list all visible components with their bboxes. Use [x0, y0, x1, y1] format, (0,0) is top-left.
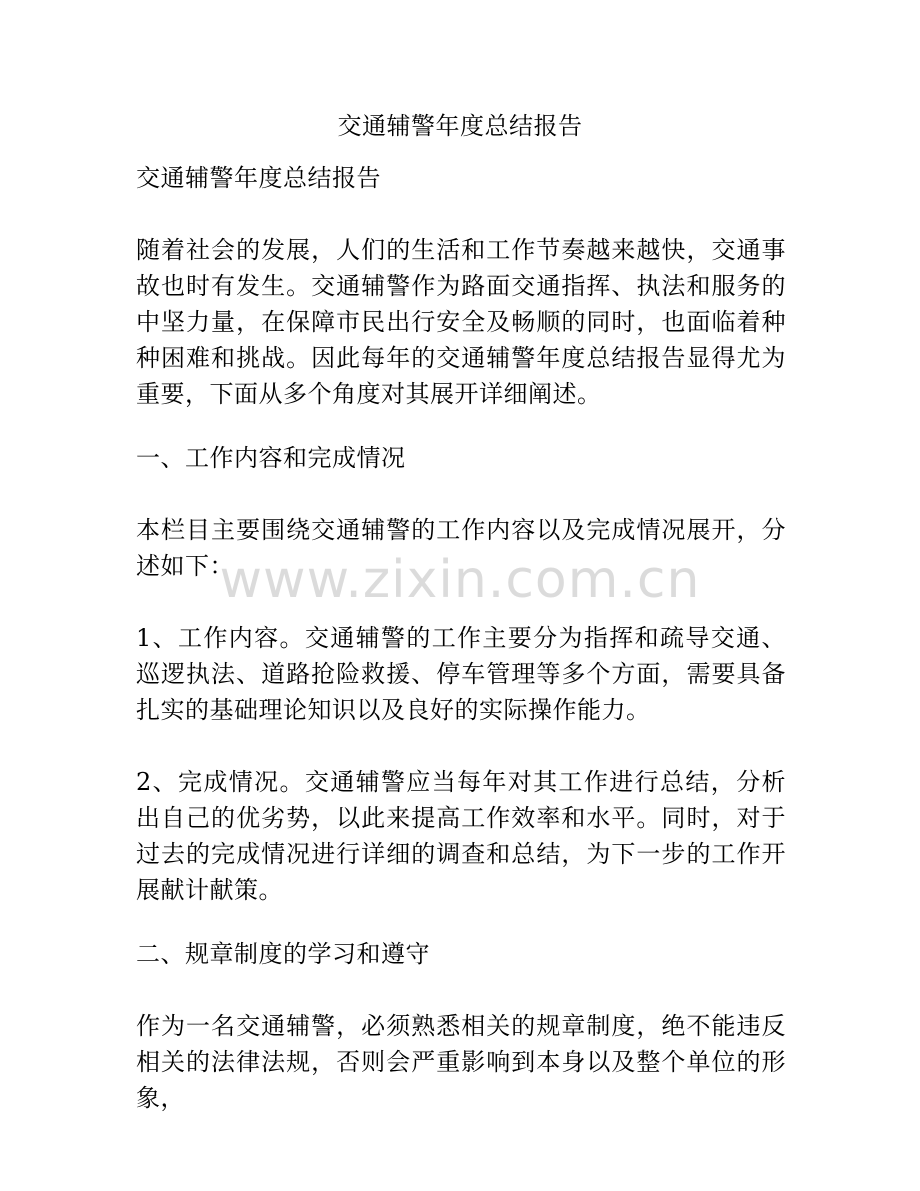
section-2-paragraph: 作为一名交通辅警，必须熟悉相关的规章制度，绝不能违反相关的法律法规，否则会严重影响到本身以及整个单位的形象， — [136, 1012, 786, 1112]
intro-paragraph: 随着社会的发展，人们的生活和工作节奏越来越快，交通事故也时有发生。交通辅警作为路面交通指挥、执法和服务的中坚力量，在保障市民出行安全及畅顺的同时，也面临着种种困难和挑战。因此每年的交通辅警年度总结报告显得尤为重要，下面从多个角度对其展开详细阐述。 — [136, 236, 786, 408]
section-1-item-1: 1、工作内容。交通辅警的工作主要分为指挥和疏导交通、巡逻执法、道路抢险救援、停车管理等多个方面，需要具备扎实的基础理论知识以及良好的实际操作能力。 — [136, 624, 786, 724]
section-1-item-2: 2、完成情况。交通辅警应当每年对其工作进行总结，分析出自己的优劣势，以此来提高工作效率和水平。同时，对于过去的完成情况进行详细的调查和总结，为下一步的工作开展献计献策。 — [136, 768, 786, 904]
document-subtitle: 交通辅警年度总结报告 — [136, 164, 381, 192]
section-2-heading: 二、规章制度的学习和遵守 — [136, 940, 430, 968]
watermark: www.zixin.com.cn — [219, 550, 701, 610]
section-1-intro-paragraph: 本栏目主要围绕交通辅警的工作内容以及完成情况展开，分述如下： — [136, 516, 786, 580]
document-title: 交通辅警年度总结报告 — [337, 112, 583, 140]
section-1-heading: 一、工作内容和完成情况 — [136, 444, 406, 472]
